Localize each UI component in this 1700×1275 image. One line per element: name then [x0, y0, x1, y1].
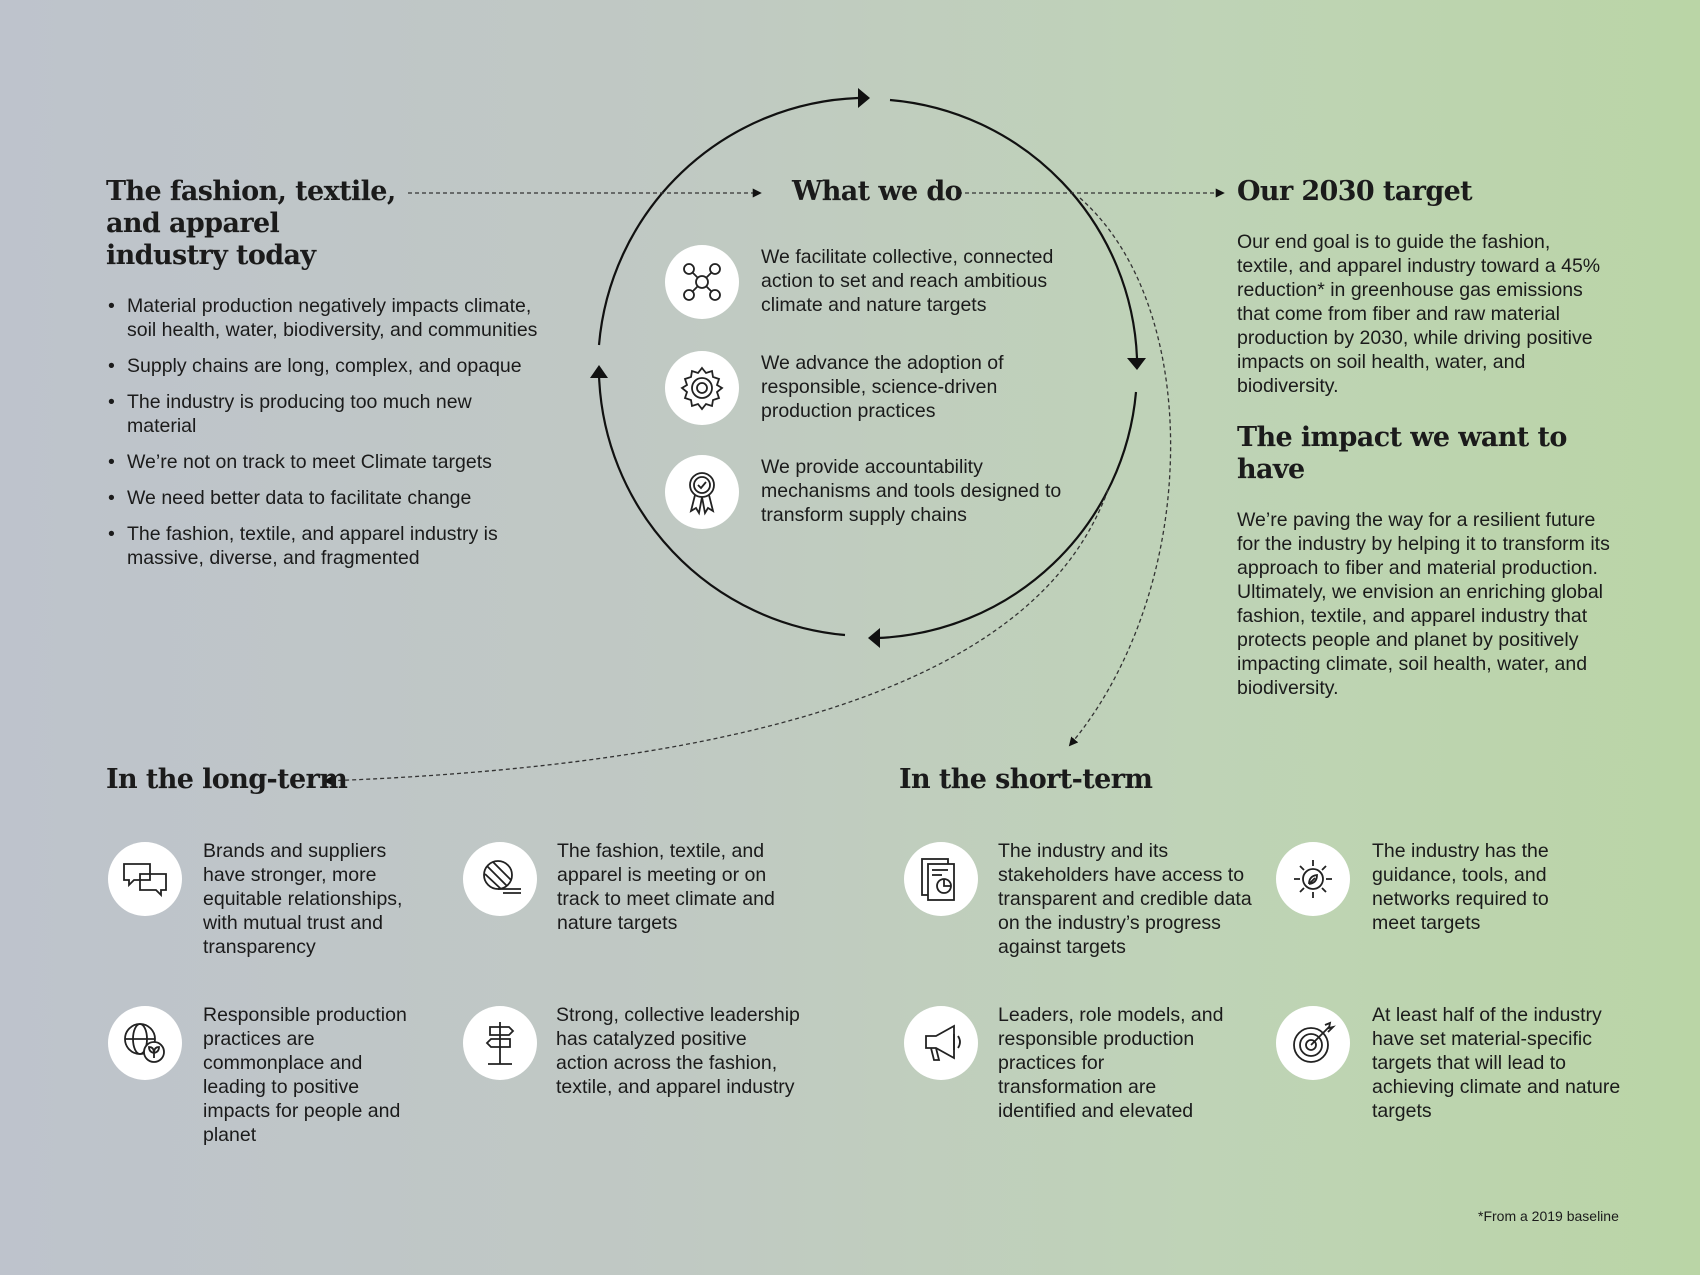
what-we-do-item: We advance the adoption of responsible, science-driven production practices [761, 352, 1004, 422]
target-heading: Our 2030 target [1237, 176, 1473, 207]
list-item: • We’re not on track to meet Climate targets [106, 450, 561, 474]
short-term-heading: In the short-term [899, 764, 1153, 795]
long-term-item: The fashion, textile, and apparel is meeting or on track to meet climate and nature targets [557, 840, 775, 934]
what-we-do-item: We facilitate collective, connected action to set and reach ambitious climate and nature targets [761, 246, 1054, 316]
sun-leaf-icon [1276, 842, 1350, 916]
list-item: • We need better data to facilitate change [106, 486, 561, 510]
footnote: *From a 2019 baseline [1478, 1208, 1619, 1224]
what-we-do-item: We provide accountability mechanisms and tools designed to transform supply chains [761, 456, 1062, 526]
long-term-item: Brands and suppliers have stronger, more equitable relationships, with mutual trust and transparency [203, 840, 403, 958]
list-item: • Supply chains are long, complex, and opaque [106, 354, 561, 378]
industry-today-list [106, 294, 561, 570]
what-we-do-heading: What we do [792, 176, 963, 207]
network-people-icon [665, 245, 739, 319]
impact-heading: The impact we want to have [1237, 422, 1567, 485]
list-item: • The fashion, textile, and apparel industry is massive, diverse, and fragmented [106, 522, 561, 570]
globe-leaf-icon [108, 1006, 182, 1080]
target-icon [1276, 1006, 1350, 1080]
short-term-item: At least half of the industry have set material-specific targets that will lead to achieving climate and nature targets [1372, 1004, 1621, 1122]
short-term-item: Leaders, role models, and responsible production practices for transformation are identified and elevated [998, 1004, 1224, 1122]
signpost-icon [463, 1006, 537, 1080]
target-text: Our end goal is to guide the fashion, textile, and apparel industry toward a 45% reduction* in greenhouse gas emissions that come from fiber and raw material production by 2030, while driving positive impacts on soil health, water, and biodiversity. [1237, 231, 1601, 397]
target-section [1237, 176, 1627, 700]
short-term-item: The industry has the guidance, tools, and networks required to meet targets [1372, 840, 1549, 934]
gear-icon [665, 351, 739, 425]
megaphone-icon [904, 1006, 978, 1080]
report-chart-icon [904, 842, 978, 916]
impact-text: We’re paving the way for a resilient future for the industry by helping it to transform its approach to fiber and material production. Ultimately, we envision an enriching global fashion, textile, and apparel industry that protects people and planet by positively impacting climate, soil health, water, and biodiversity. [1237, 509, 1610, 699]
chat-bubbles-icon [108, 842, 182, 916]
award-ribbon-icon [665, 455, 739, 529]
long-term-heading: In the long-term [106, 764, 348, 795]
industry-today-heading: The fashion, textile, and apparel industry today [106, 176, 396, 271]
list-item: • The industry is producing too much new material [106, 390, 561, 438]
yarn-ball-icon [463, 842, 537, 916]
list-item: • Material production negatively impacts climate, soil health, water, biodiversity, and communities [106, 294, 561, 342]
long-term-item: Strong, collective leadership has catalyzed positive action across the fashion, textile, and apparel industry [556, 1004, 800, 1098]
industry-today-section [106, 176, 566, 582]
short-term-item: The industry and its stakeholders have access to transparent and credible data on the industry’s progress against targets [998, 840, 1252, 958]
long-term-item: Responsible production practices are commonplace and leading to positive impacts for people and planet [203, 1004, 407, 1146]
